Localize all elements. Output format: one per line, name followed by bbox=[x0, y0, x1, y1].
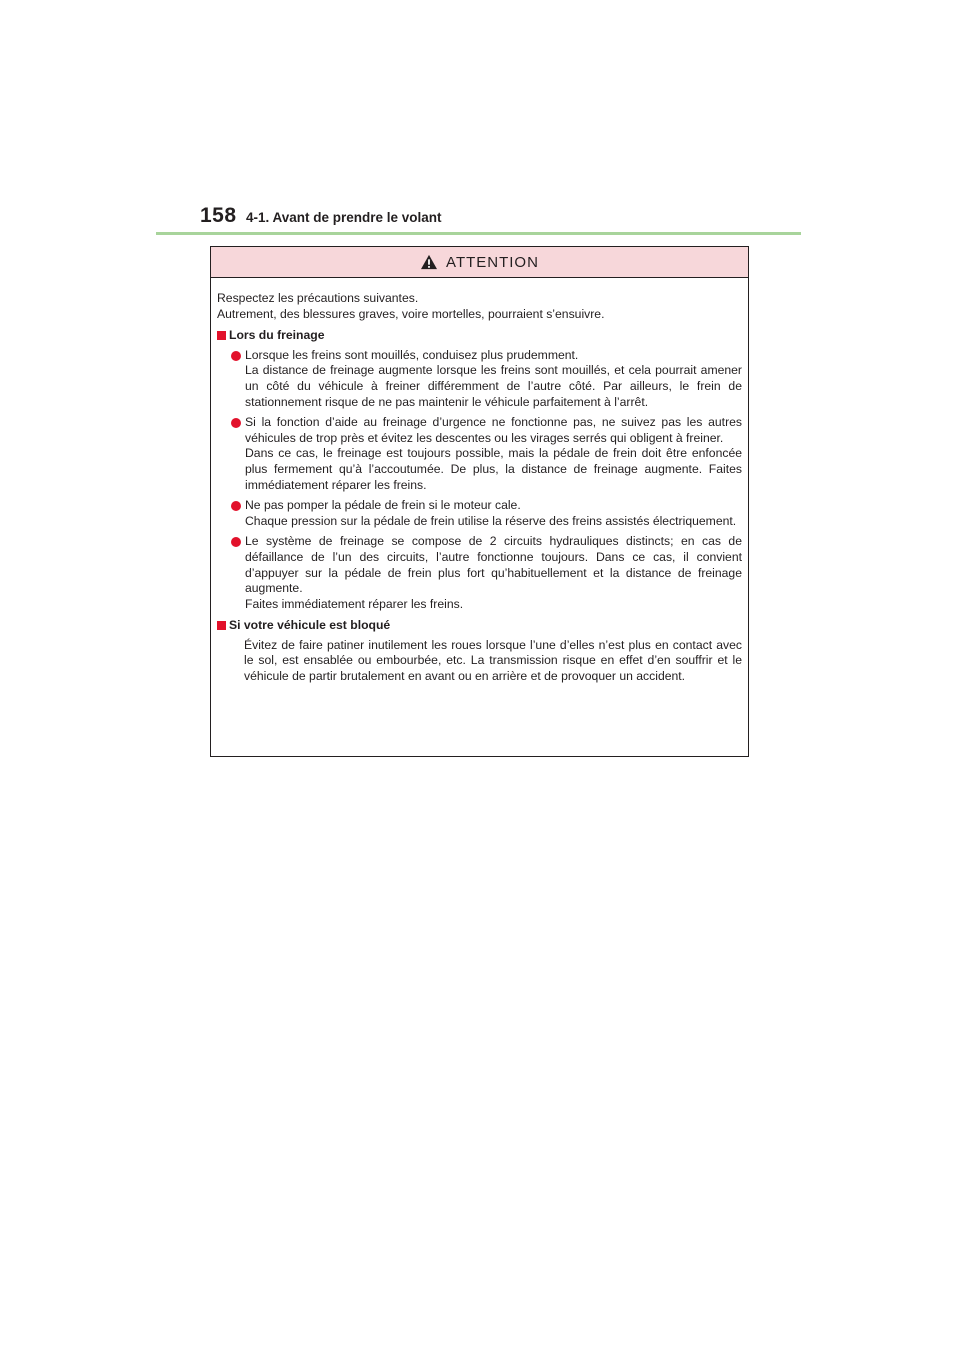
warning-header bbox=[211, 247, 748, 278]
round-bullet-icon bbox=[231, 351, 241, 361]
section-text: Évitez de faire patiner inutilement les roues lorsque l’une d’elles n’est plus en contact avec le sol, est ensablée ou embourbée, etc. La transmission risque en effet d’en souffrir et le véhicule de partir brutalement en avant ou en arrière et de provoquer un accident. bbox=[244, 637, 742, 684]
warning-title: ATTENTION bbox=[446, 253, 539, 271]
bullet-line: Le système de freinage se compose de 2 circuits hydrauliques distincts; en cas de défaillance de l’un des circuits, l’autre fonctionne toujours. Dans ce cas, il convient d’appuyer sur la pédale de frein plus fort qu’habituellement et la distance de freinage augmente. bbox=[245, 534, 742, 596]
section-heading-text: Si votre véhicule est bloqué bbox=[229, 618, 391, 633]
section-heading-text: Lors du freinage bbox=[229, 328, 325, 343]
round-bullet-icon bbox=[231, 537, 241, 547]
intro-line-2: Autrement, des blessures graves, voire mortelles, pourraient s’ensuivre. bbox=[217, 306, 605, 321]
warning-box bbox=[210, 246, 749, 757]
section-heading-braking bbox=[217, 328, 742, 344]
intro-line-1: Respectez les précautions suivantes. bbox=[217, 291, 419, 305]
list-item bbox=[231, 498, 742, 529]
bullet-line: Si la fonction d’aide au freinage d’urgence ne fonctionne pas, ne suivez pas les autres véhicules de trop près et évitez les descentes ou les virages serrés qui obligent à freiner. bbox=[245, 415, 742, 445]
bullet-line: Dans ce cas, le freinage est toujours possible, mais la pédale de frein doit être enfoncée plus fermement qu’à l’accoutumée. De plus, la distance de freinage augmente. Faites immédiatement réparer les freins. bbox=[245, 446, 742, 492]
section-title: 4-1. Avant de prendre le volant bbox=[246, 210, 442, 225]
bullet-line: Chaque pression sur la pédale de frein utilise la réserve des freins assistés électriquement. bbox=[245, 513, 737, 528]
list-item bbox=[231, 534, 742, 612]
square-bullet-icon bbox=[217, 621, 226, 630]
list-item bbox=[231, 348, 742, 410]
warning-triangle-icon bbox=[420, 254, 438, 270]
round-bullet-icon bbox=[231, 501, 241, 511]
list-item bbox=[231, 415, 742, 493]
bullet-line: Faites immédiatement réparer les freins. bbox=[245, 596, 464, 611]
page-header bbox=[200, 204, 802, 234]
section-heading-stuck-vehicle bbox=[217, 618, 742, 634]
round-bullet-icon bbox=[231, 418, 241, 428]
bullet-line: Ne pas pomper la pédale de frein si le moteur cale. bbox=[245, 498, 521, 513]
square-bullet-icon bbox=[217, 331, 226, 340]
header-rule bbox=[156, 232, 801, 235]
bullet-line: La distance de freinage augmente lorsque les freins sont mouillés, et cela pourrait amener un côté du véhicule à freiner différemment de l’autre côté. Par ailleurs, le frein de stationnement risque de ne pas maintenir le véhicule parfaitement à l’arrêt. bbox=[245, 363, 742, 409]
page-number: 158 bbox=[200, 204, 237, 227]
warning-body bbox=[211, 278, 748, 685]
bullet-line: Lorsque les freins sont mouillés, conduisez plus prudemment. bbox=[245, 347, 579, 362]
